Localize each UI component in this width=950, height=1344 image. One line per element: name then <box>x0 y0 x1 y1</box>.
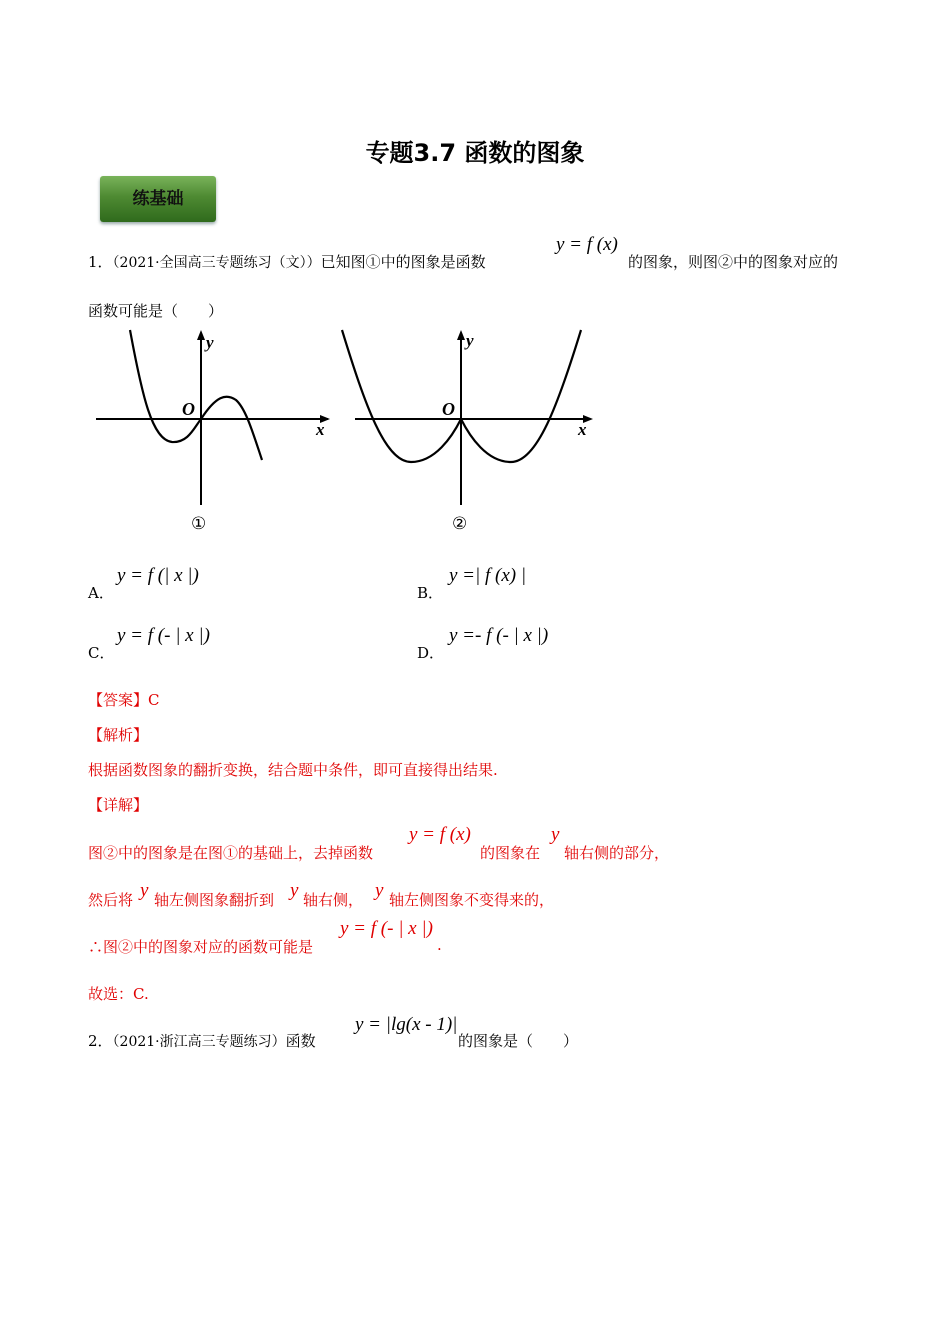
question-1-line-1 <box>88 251 486 272</box>
detail-tag: 【详解】 <box>88 796 149 814</box>
graph-1-x-label: x <box>316 420 325 439</box>
question-2-number: 2． <box>88 1032 113 1050</box>
question-text: 已知图①中的图象是函数 <box>320 253 486 271</box>
detail-line-2b: 轴左侧图象翻折到 <box>154 891 275 909</box>
graph-2 <box>340 325 605 540</box>
detail-line-2-y1: y <box>140 880 149 901</box>
question-2-formula: y = |lg(x - 1)| <box>355 1014 458 1035</box>
option-c-label: C． <box>88 644 115 662</box>
analysis-text: 根据函数图象的翻折变换，结合题中条件，即可直接得出结果. <box>88 761 498 779</box>
question-number: 1． <box>88 253 113 271</box>
question-1-text-cont: 的图象，则图②中的图象对应的 <box>628 253 839 271</box>
detail-line-3b: . <box>437 936 442 954</box>
graph-1 <box>90 325 340 540</box>
analysis-tag: 【解析】 <box>88 726 149 744</box>
graph-2-y-label: y <box>466 331 474 350</box>
detail-line-3-formula: y = f (- | x |) <box>340 918 433 939</box>
detail-line-4: 故选：C. <box>88 985 149 1003</box>
detail-line-2a: 然后将 <box>88 891 134 909</box>
detail-line-2-y2: y <box>290 880 299 901</box>
question-1-formula: y = f (x) <box>556 234 618 255</box>
graph-2-x-label: x <box>578 420 587 439</box>
graph-1-y-label: y <box>206 333 214 352</box>
question-1-line-2: 函数可能是（ ） <box>88 302 224 320</box>
option-d-label: D． <box>417 644 445 662</box>
graph-2-origin-label: O <box>442 399 455 419</box>
option-b-formula: y =| f (x) | <box>449 565 527 586</box>
question-2-source: （2021·浙江高三专题练习） <box>112 1034 286 1050</box>
question-source: （2021·全国高三专题练习（文）） <box>112 255 321 271</box>
graph-1-caption: ① <box>191 514 207 534</box>
answer-value: C <box>148 691 160 709</box>
section-badge-label: 练基础 <box>132 189 184 209</box>
answer-tag: 【答案】 <box>88 691 149 709</box>
option-a-formula: y = f (| x |) <box>117 565 199 586</box>
option-a-label: A． <box>88 584 114 602</box>
answer-line <box>88 689 160 710</box>
detail-line-2d: 轴左侧图象不变得来的， <box>389 891 555 909</box>
section-badge <box>100 176 216 222</box>
option-d-formula: y =- f (- | x |) <box>449 625 549 646</box>
detail-line-1a: 图②中的图象是在图①的基础上，去掉函数 <box>88 844 374 862</box>
detail-line-1-formula: y = f (x) <box>409 824 471 845</box>
graph-1-origin-label: O <box>182 399 195 419</box>
option-c-formula: y = f (- | x |) <box>117 625 210 646</box>
option-b-label: B． <box>417 584 444 602</box>
detail-line-2c: 轴右侧， <box>303 891 364 909</box>
detail-line-1-y: y <box>551 824 560 845</box>
graph-2-caption: ② <box>452 514 468 534</box>
detail-line-1b: 的图象在 <box>480 844 541 862</box>
question-2-text-cont: 的图象是（ ） <box>458 1032 579 1050</box>
page-title: 专题3.7 函数的图象 <box>365 139 585 167</box>
question-2-line <box>88 1030 316 1051</box>
detail-line-2-y3: y <box>375 880 384 901</box>
detail-line-1c: 轴右侧的部分， <box>564 844 670 862</box>
question-2-text: 函数 <box>285 1032 316 1050</box>
detail-line-3a: ∴图②中的图象对应的函数可能是 <box>88 938 314 956</box>
